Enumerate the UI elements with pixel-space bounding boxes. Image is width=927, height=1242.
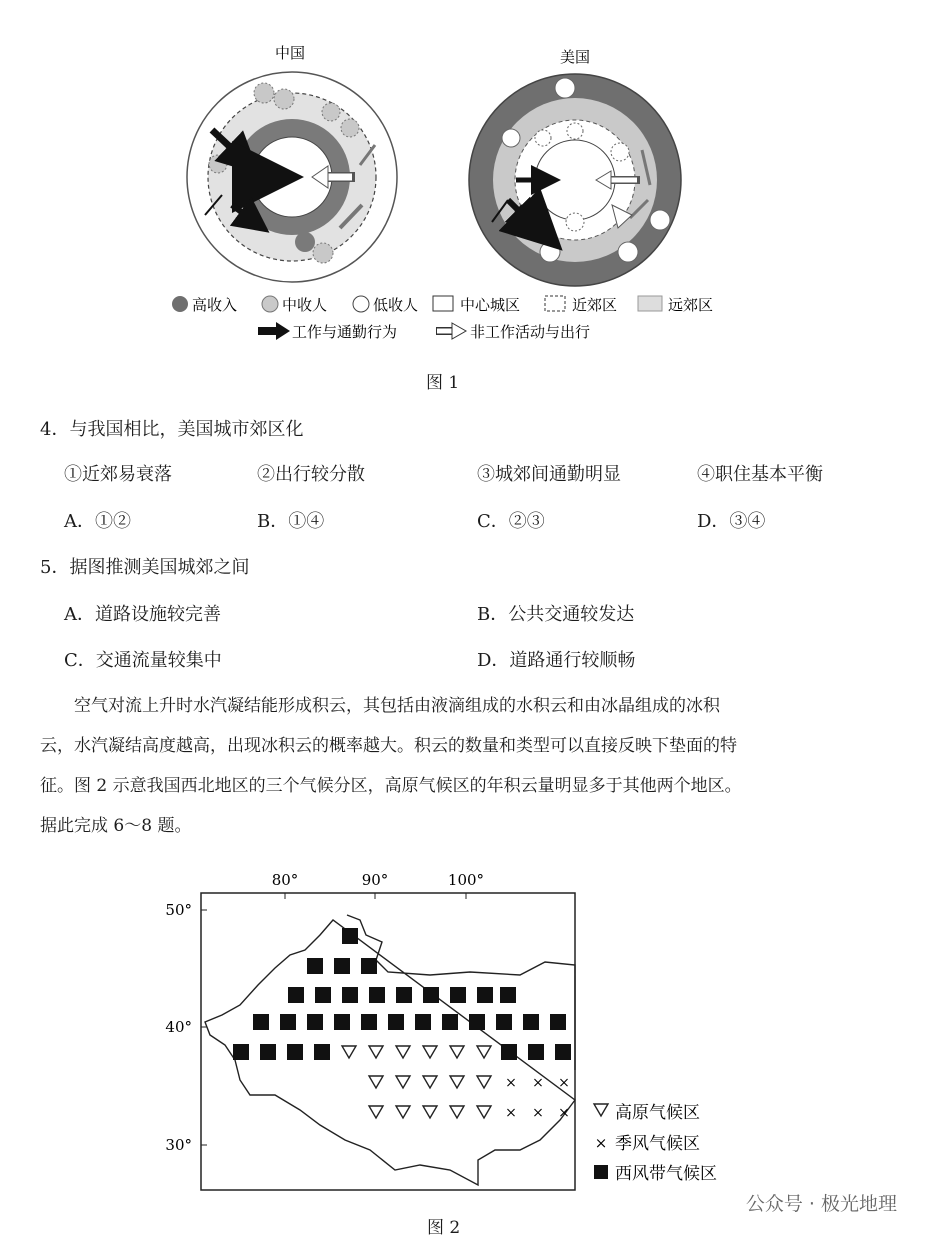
lon-label-80: 80° xyxy=(271,871,299,889)
q4-choice-b: B．①④ xyxy=(257,511,325,532)
westerly-symbol xyxy=(528,1044,544,1060)
non-work-arrow-icon xyxy=(452,323,466,339)
figure-1 xyxy=(0,0,927,400)
legend-high-income: 高收入 xyxy=(192,296,238,314)
passage-line-3: 征。图 2 示意我国西北地区的三个气候分区，高原气候区的年积云量明显多于其他两个地区。 xyxy=(40,776,742,796)
q5-choice-b: B．公共交通较发达 xyxy=(477,604,635,625)
westerly-swatch xyxy=(594,1165,608,1179)
monsoon-symbol: × xyxy=(532,1075,544,1091)
monsoon-symbol: × xyxy=(558,1075,570,1091)
far-suburb-swatch xyxy=(638,296,662,311)
westerly-symbol xyxy=(315,987,331,1003)
q4-stem: 4．与我国相比，美国城市郊区化 xyxy=(40,419,304,440)
westerly-symbol xyxy=(253,1014,269,1030)
figure1-legend xyxy=(172,296,713,341)
westerly-symbol xyxy=(361,1014,377,1030)
figure2-legend xyxy=(594,1103,717,1184)
q4-option-1: ①近郊易衰落 xyxy=(64,464,172,485)
legend-near-suburb: 近郊区 xyxy=(572,296,618,314)
westerly-symbol xyxy=(369,987,385,1003)
figure2-caption: 图 2 xyxy=(427,1218,461,1238)
westerly-symbol xyxy=(423,987,439,1003)
q4-choice-a: A．①② xyxy=(64,511,131,532)
legend-low-income: 低收人 xyxy=(373,296,419,314)
westerly-symbol xyxy=(501,1044,517,1060)
monsoon-symbol: × xyxy=(532,1105,544,1121)
legend-monsoon: 季风气候区 xyxy=(615,1134,700,1154)
map-frame xyxy=(201,893,575,1190)
westerly-symbol xyxy=(233,1044,249,1060)
monsoon-symbol: × xyxy=(505,1075,517,1091)
monsoon-symbol: × xyxy=(558,1105,570,1121)
passage-line-1: 空气对流上升时水汽凝结能形成积云，其包括由液滴组成的水积云和由冰晶组成的冰积 xyxy=(74,696,720,716)
legend-center-city: 中心城区 xyxy=(460,296,521,314)
near-suburb-swatch xyxy=(545,296,565,311)
mid-income-swatch xyxy=(262,296,278,312)
q5-choice-d: D．道路通行较顺畅 xyxy=(477,650,636,671)
q5-choice-c: C．交通流量较集中 xyxy=(64,650,222,671)
monsoon-swatch: × xyxy=(594,1134,608,1152)
legend-work-commute: 工作与通勤行为 xyxy=(292,323,398,341)
westerly-symbol xyxy=(442,1014,458,1030)
lat-label-50: 50° xyxy=(165,901,192,919)
monsoon-symbol: × xyxy=(505,1105,517,1121)
usa-title: 美国 xyxy=(559,48,591,66)
westerly-symbol xyxy=(334,958,350,974)
center-city-swatch xyxy=(433,296,453,311)
westerly-symbol xyxy=(469,1014,485,1030)
usa-diagram xyxy=(469,74,681,286)
legend-plateau: 高原气候区 xyxy=(615,1103,700,1123)
passage-line-4: 据此完成 6～8 题。 xyxy=(40,816,192,836)
westerly-symbol xyxy=(550,1014,566,1030)
work-arrow-icon xyxy=(276,322,290,340)
lat-label-30: 30° xyxy=(165,1136,192,1154)
legend-mid-income: 中收人 xyxy=(282,296,328,314)
westerly-symbol xyxy=(388,1014,404,1030)
watermark: 公众号 · 极光地理 xyxy=(736,1185,907,1220)
westerly-symbol xyxy=(477,987,493,1003)
q4-option-3: ③城郊间通勤明显 xyxy=(477,464,621,485)
westerly-symbol xyxy=(396,987,412,1003)
figure1-caption: 图 1 xyxy=(426,373,460,393)
high-income-swatch xyxy=(172,296,188,312)
westerly-symbol xyxy=(342,928,358,944)
q4-choice-c: C．②③ xyxy=(477,511,545,532)
westerly-symbol xyxy=(288,987,304,1003)
westerly-symbol xyxy=(307,1014,323,1030)
plateau-swatch xyxy=(594,1104,608,1116)
westerly-symbol xyxy=(500,987,516,1003)
legend-westerly: 西风带气候区 xyxy=(615,1164,717,1184)
westerly-symbol xyxy=(287,1044,303,1060)
westerly-symbol xyxy=(450,987,466,1003)
westerly-symbol xyxy=(361,958,377,974)
passage xyxy=(40,686,890,846)
passage-line-2: 云，水汽凝结高度越高，出现冰积云的概率越大。积云的数量和类型可以直接反映下垫面的特 xyxy=(40,736,737,756)
westerly-symbol xyxy=(260,1044,276,1060)
lat-label-40: 40° xyxy=(165,1018,192,1036)
legend-far-suburb: 远郊区 xyxy=(668,296,714,314)
q5-stem: 5．据图推测美国城郊之间 xyxy=(40,557,250,578)
westerly-symbol xyxy=(280,1014,296,1030)
legend-non-work: 非工作活动与出行 xyxy=(470,323,591,341)
low-income-swatch xyxy=(353,296,369,312)
westerly-symbol xyxy=(496,1014,512,1030)
lon-label-90: 90° xyxy=(361,871,389,889)
westerly-symbol xyxy=(523,1014,539,1030)
westerly-symbol xyxy=(342,987,358,1003)
china-title: 中国 xyxy=(274,44,306,62)
westerly-symbol xyxy=(307,958,323,974)
westerly-symbol xyxy=(555,1044,571,1060)
westerly-symbol xyxy=(314,1044,330,1060)
westerly-symbol xyxy=(334,1014,350,1030)
china-diagram xyxy=(187,72,397,282)
q5-choice-a: A．道路设施较完善 xyxy=(64,604,221,625)
westerly-symbol xyxy=(415,1014,431,1030)
lon-label-100: 100° xyxy=(447,871,485,889)
q4-option-4: ④职住基本平衡 xyxy=(697,464,823,485)
q4-choice-d: D．③④ xyxy=(697,511,766,532)
q4-option-2: ②出行较分散 xyxy=(257,464,365,485)
